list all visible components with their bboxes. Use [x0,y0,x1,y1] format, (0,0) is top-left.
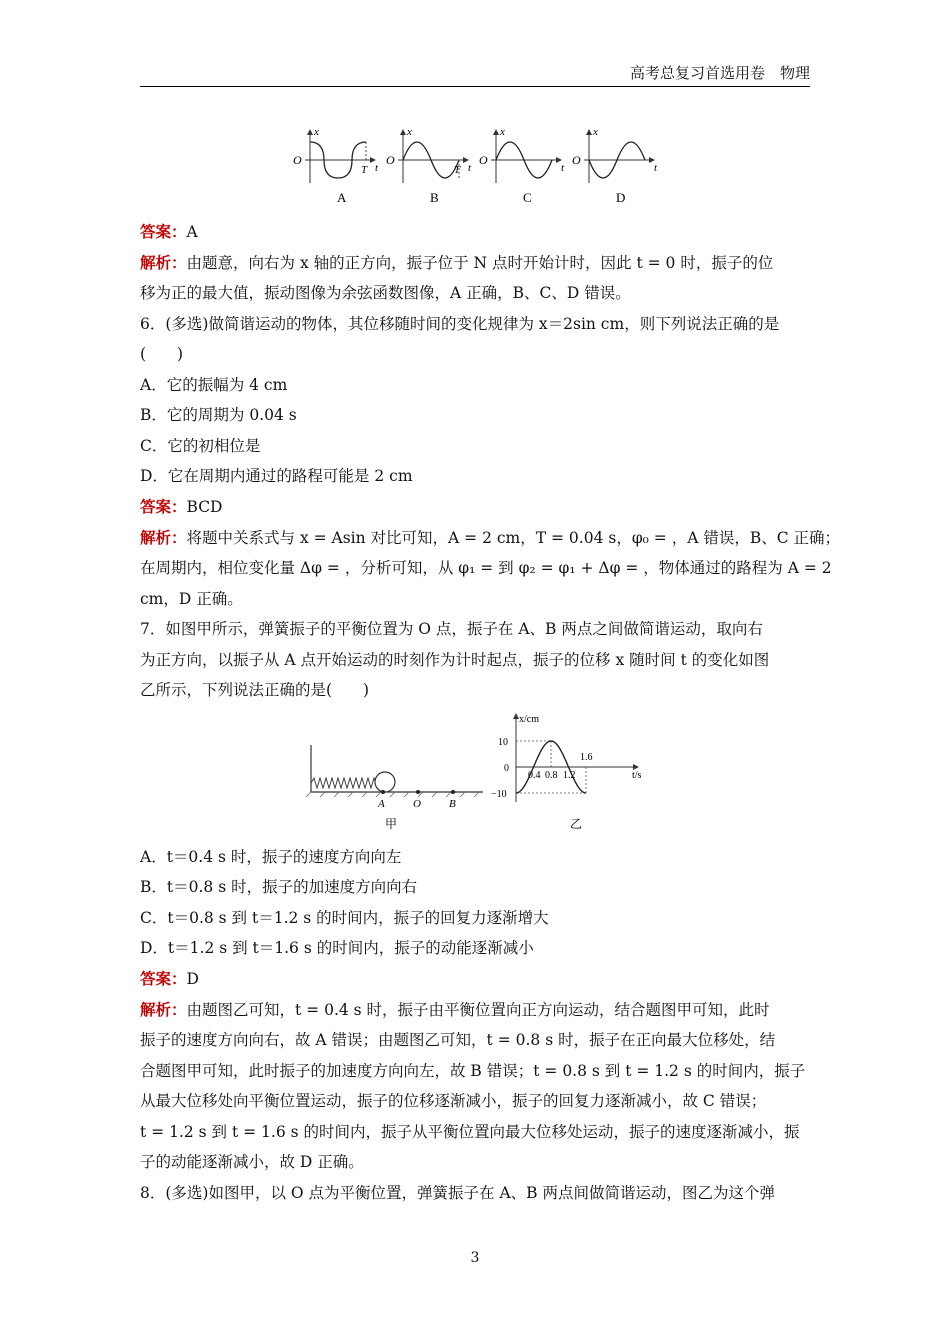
q6-analysis-line-1: 解析：将题中关系式与 x = Asin 对比可知，A = 2 cm，T = 0.04 s，φ₀ = ，A 错误，B、C 正确； [140,528,841,547]
q7-stem-line-3: 乙所示，下列说法正确的是( ) [140,681,370,699]
y-tick-top: 10 [498,737,508,748]
graph-d-xlabel: x [593,126,598,138]
q7-analysis-line-5: t = 1.2 s 到 t = 1.6 s 的时间内，振子从平衡位置向最大位移处运动，振子的速度逐渐减小，振 [140,1123,800,1141]
y-tick-bottom: −10 [491,789,507,800]
point-b-label: B [449,798,456,810]
graph-a-origin: O [293,153,302,167]
graph-a [293,126,379,205]
fig-jia-caption: 甲 [385,817,398,831]
q8-stem-line-1: 8．(多选)如图甲，以 O 点为平衡位置，弹簧振子在 A、B 两点间做简谐运动，图乙为这个弹 [140,1184,775,1202]
q7-figure-yi-chart [490,710,660,835]
page-number: 3 [470,1250,480,1266]
x-axis-label: t/s [632,770,642,781]
q7-stem-line-1: 7．如图甲所示，弹簧振子的平衡位置为 O 点，振子在 A、B 两点之间做简谐运动，取向右 [140,620,763,638]
graph-b-tlabel: t [468,162,472,174]
y-axis-label: x/cm [519,714,539,725]
q7-answer: 答案：D [140,969,199,988]
graph-d-origin: O [572,153,581,167]
graph-a-tlabel: t [375,162,379,174]
q6-analysis-line-2: 在周期内，相位变化量 Δφ = ，分析可知，从 φ₁ = 到 φ₂ = φ₁ + Δφ = ，物体通过的路程为 A = 2 [140,559,832,577]
point-o-label: O [413,798,421,810]
q7-option-b: B．t＝0.8 s 时，振子的加速度方向向右 [140,878,418,896]
q7-analysis-line-2: 振子的速度方向向右，故 A 错误；由题图乙可知，t = 0.8 s 时，振子在正向最大位移处，结 [140,1031,776,1049]
q6-stem-line-2: ( ) [140,345,184,363]
t-tick-1.2: 1.2 [563,770,576,781]
q7-option-a: A．t＝0.4 s 时，振子的速度方向向左 [140,848,402,866]
q7-analysis-line-4: 从最大位移处向平衡位置运动，振子的位移逐渐减小，振子的回复力逐渐减小，故 C 错误； [140,1092,767,1110]
graph-d [572,126,658,205]
q5-analysis-line-1: 解析：由题意，向右为 x 轴的正方向，振子位于 N 点时开始计时，因此 t = 0 时，振子的位 [140,253,774,272]
graph-b [386,126,472,205]
t-tick-1.6: 1.6 [580,752,593,763]
q5-answer: 答案：A [140,222,198,241]
graph-a-xlabel: x [314,126,319,138]
graph-a-T: T [361,164,368,176]
q7-analysis-line-3: 合题图甲可知，此时振子的加速度方向向左，故 B 错误；t = 0.8 s 到 t = 1.2 s 的时间内，振子 [140,1062,806,1080]
q6-option-c: C．它的初相位是 [140,437,261,455]
q7-analysis-line-6: 子的动能逐渐减小，故 D 正确。 [140,1153,364,1171]
q6-option-a: A．它的振幅为 4 cm [140,376,288,394]
q7-option-c: C．t＝0.8 s 到 t＝1.2 s 的时间内，振子的回复力逐渐增大 [140,909,549,927]
q6-analysis-line-3: cm，D 正确。 [140,590,243,608]
q6-stem-line-1: 6．(多选)做简谐运动的物体，其位移随时间的变化规律为 x＝2sin cm，则下列说法正确的是 [140,315,780,333]
q7-stem-line-2: 为正方向，以振子从 A 点开始运动的时刻作为计时起点，振子的位移 x 随时间 t 的变化如图 [140,651,770,669]
q7-option-d: D．t＝1.2 s 到 t＝1.6 s 的时间内，振子的动能逐渐减小 [140,939,534,957]
t-tick-0.4: 0.4 [528,770,541,781]
point-a-label: A [378,798,385,810]
q6-option-d: D．它在周期内通过的路程可能是 2 cm [140,467,413,485]
t-tick-0.8: 0.8 [545,770,558,781]
spring [311,778,380,788]
oscillator-ball [375,772,395,792]
graph-c-tlabel: t [561,162,565,174]
q7-analysis-line-1: 解析：由题图乙可知，t = 0.4 s 时，振子由平衡位置向正方向运动，结合题图甲可知，此时 [140,1000,770,1019]
fig-yi-caption: 乙 [570,817,583,831]
graph-d-tlabel: t [654,162,658,174]
q5-analysis-line-2: 移为正的最大值，振动图像为余弦函数图像，A 正确，B、C、D 错误。 [140,284,631,302]
graph-b-label: B [430,190,439,205]
graph-a-label: A [337,190,347,205]
q6-answer: 答案：BCD [140,497,223,516]
graph-c-xlabel: x [500,126,505,138]
graph-c-label: C [523,190,532,205]
graph-b-origin: O [386,153,395,167]
graph-c [479,126,565,205]
q7-figure-jia [305,740,485,832]
graph-b-T: T [454,164,461,176]
q5-graphs-figure [290,125,670,210]
graph-c-origin: O [479,153,488,167]
graph-b-xlabel: x [407,126,412,138]
y-tick-zero: 0 [504,763,509,774]
q6-option-b: B．它的周期为 0.04 s [140,406,297,424]
header-rule [140,86,810,87]
page-header: 高考总复习首选用卷 物理 [629,64,810,82]
graph-d-label: D [616,190,626,205]
